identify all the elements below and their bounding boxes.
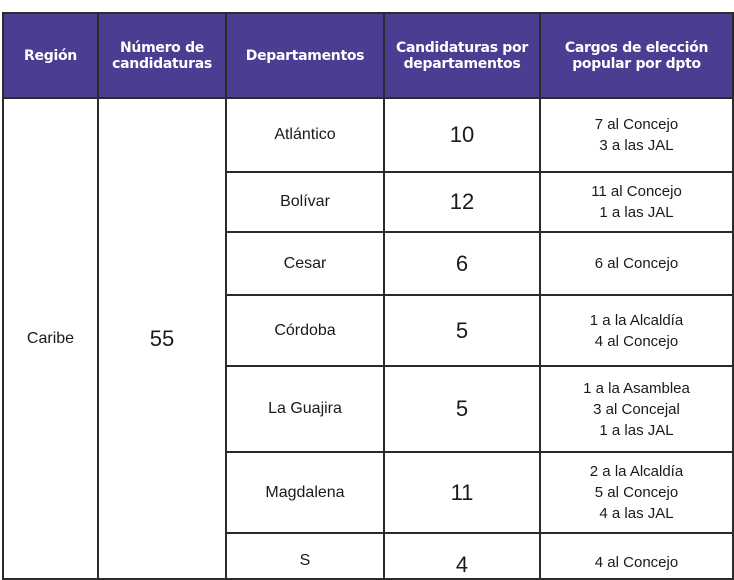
total-candidacies-cell: 55	[98, 98, 226, 579]
header-positions: Cargos de elección popular por dpto	[540, 13, 733, 98]
position-line: 3 a las JAL	[599, 137, 674, 154]
department-count-cell: 5	[384, 366, 540, 452]
department-cell: La Guajira	[226, 366, 384, 452]
department-count-cell: 4	[384, 533, 540, 579]
position-line: 6 al Concejo	[594, 255, 679, 272]
position-line: 1 a la Asamblea	[583, 379, 690, 397]
position-line: 4 al Concejo	[594, 332, 679, 350]
region-cell: Caribe	[3, 98, 98, 579]
positions-cell	[540, 366, 733, 452]
department-cell: S	[226, 533, 384, 579]
department-count-cell: 11	[384, 452, 540, 533]
positions-cell	[540, 98, 733, 172]
position-line: 7 al Concejo	[594, 116, 679, 133]
position-line: 1 a las JAL	[599, 204, 674, 221]
department-cell: Bolívar	[226, 172, 384, 232]
position-line: 2 a la Alcaldía	[589, 463, 684, 480]
header-region: Región	[3, 13, 98, 98]
table-row	[3, 98, 733, 172]
header-candidacy-count: Número de candidaturas	[98, 13, 226, 98]
department-count-cell: 12	[384, 172, 540, 232]
position-line: 11 al Concejo	[591, 183, 682, 200]
department-cell: Cesar	[226, 232, 384, 295]
department-cell: Magdalena	[226, 452, 384, 533]
header-candidacies-by-department: Candidaturas por departamentos	[384, 13, 540, 98]
positions-cell	[540, 533, 733, 579]
position-line: 1 a la Alcaldía	[589, 311, 684, 329]
position-line: 1 a las JAL	[599, 421, 674, 439]
department-count-cell: 10	[384, 98, 540, 172]
header-departments: Departamentos	[226, 13, 384, 98]
department-cell: Atlántico	[226, 98, 384, 172]
department-count-cell: 6	[384, 232, 540, 295]
department-cell: Córdoba	[226, 295, 384, 366]
positions-cell	[540, 452, 733, 533]
positions-cell	[540, 232, 733, 295]
positions-cell	[540, 172, 733, 232]
position-line: 4 a las JAL	[599, 505, 674, 522]
header-row	[3, 13, 733, 98]
candidacies-table	[2, 12, 734, 580]
positions-cell	[540, 295, 733, 366]
department-count-cell: 5	[384, 295, 540, 366]
position-line: 5 al Concejo	[594, 484, 679, 501]
position-line: 3 al Concejal	[593, 400, 680, 418]
position-line: 4 al Concejo	[594, 554, 679, 571]
